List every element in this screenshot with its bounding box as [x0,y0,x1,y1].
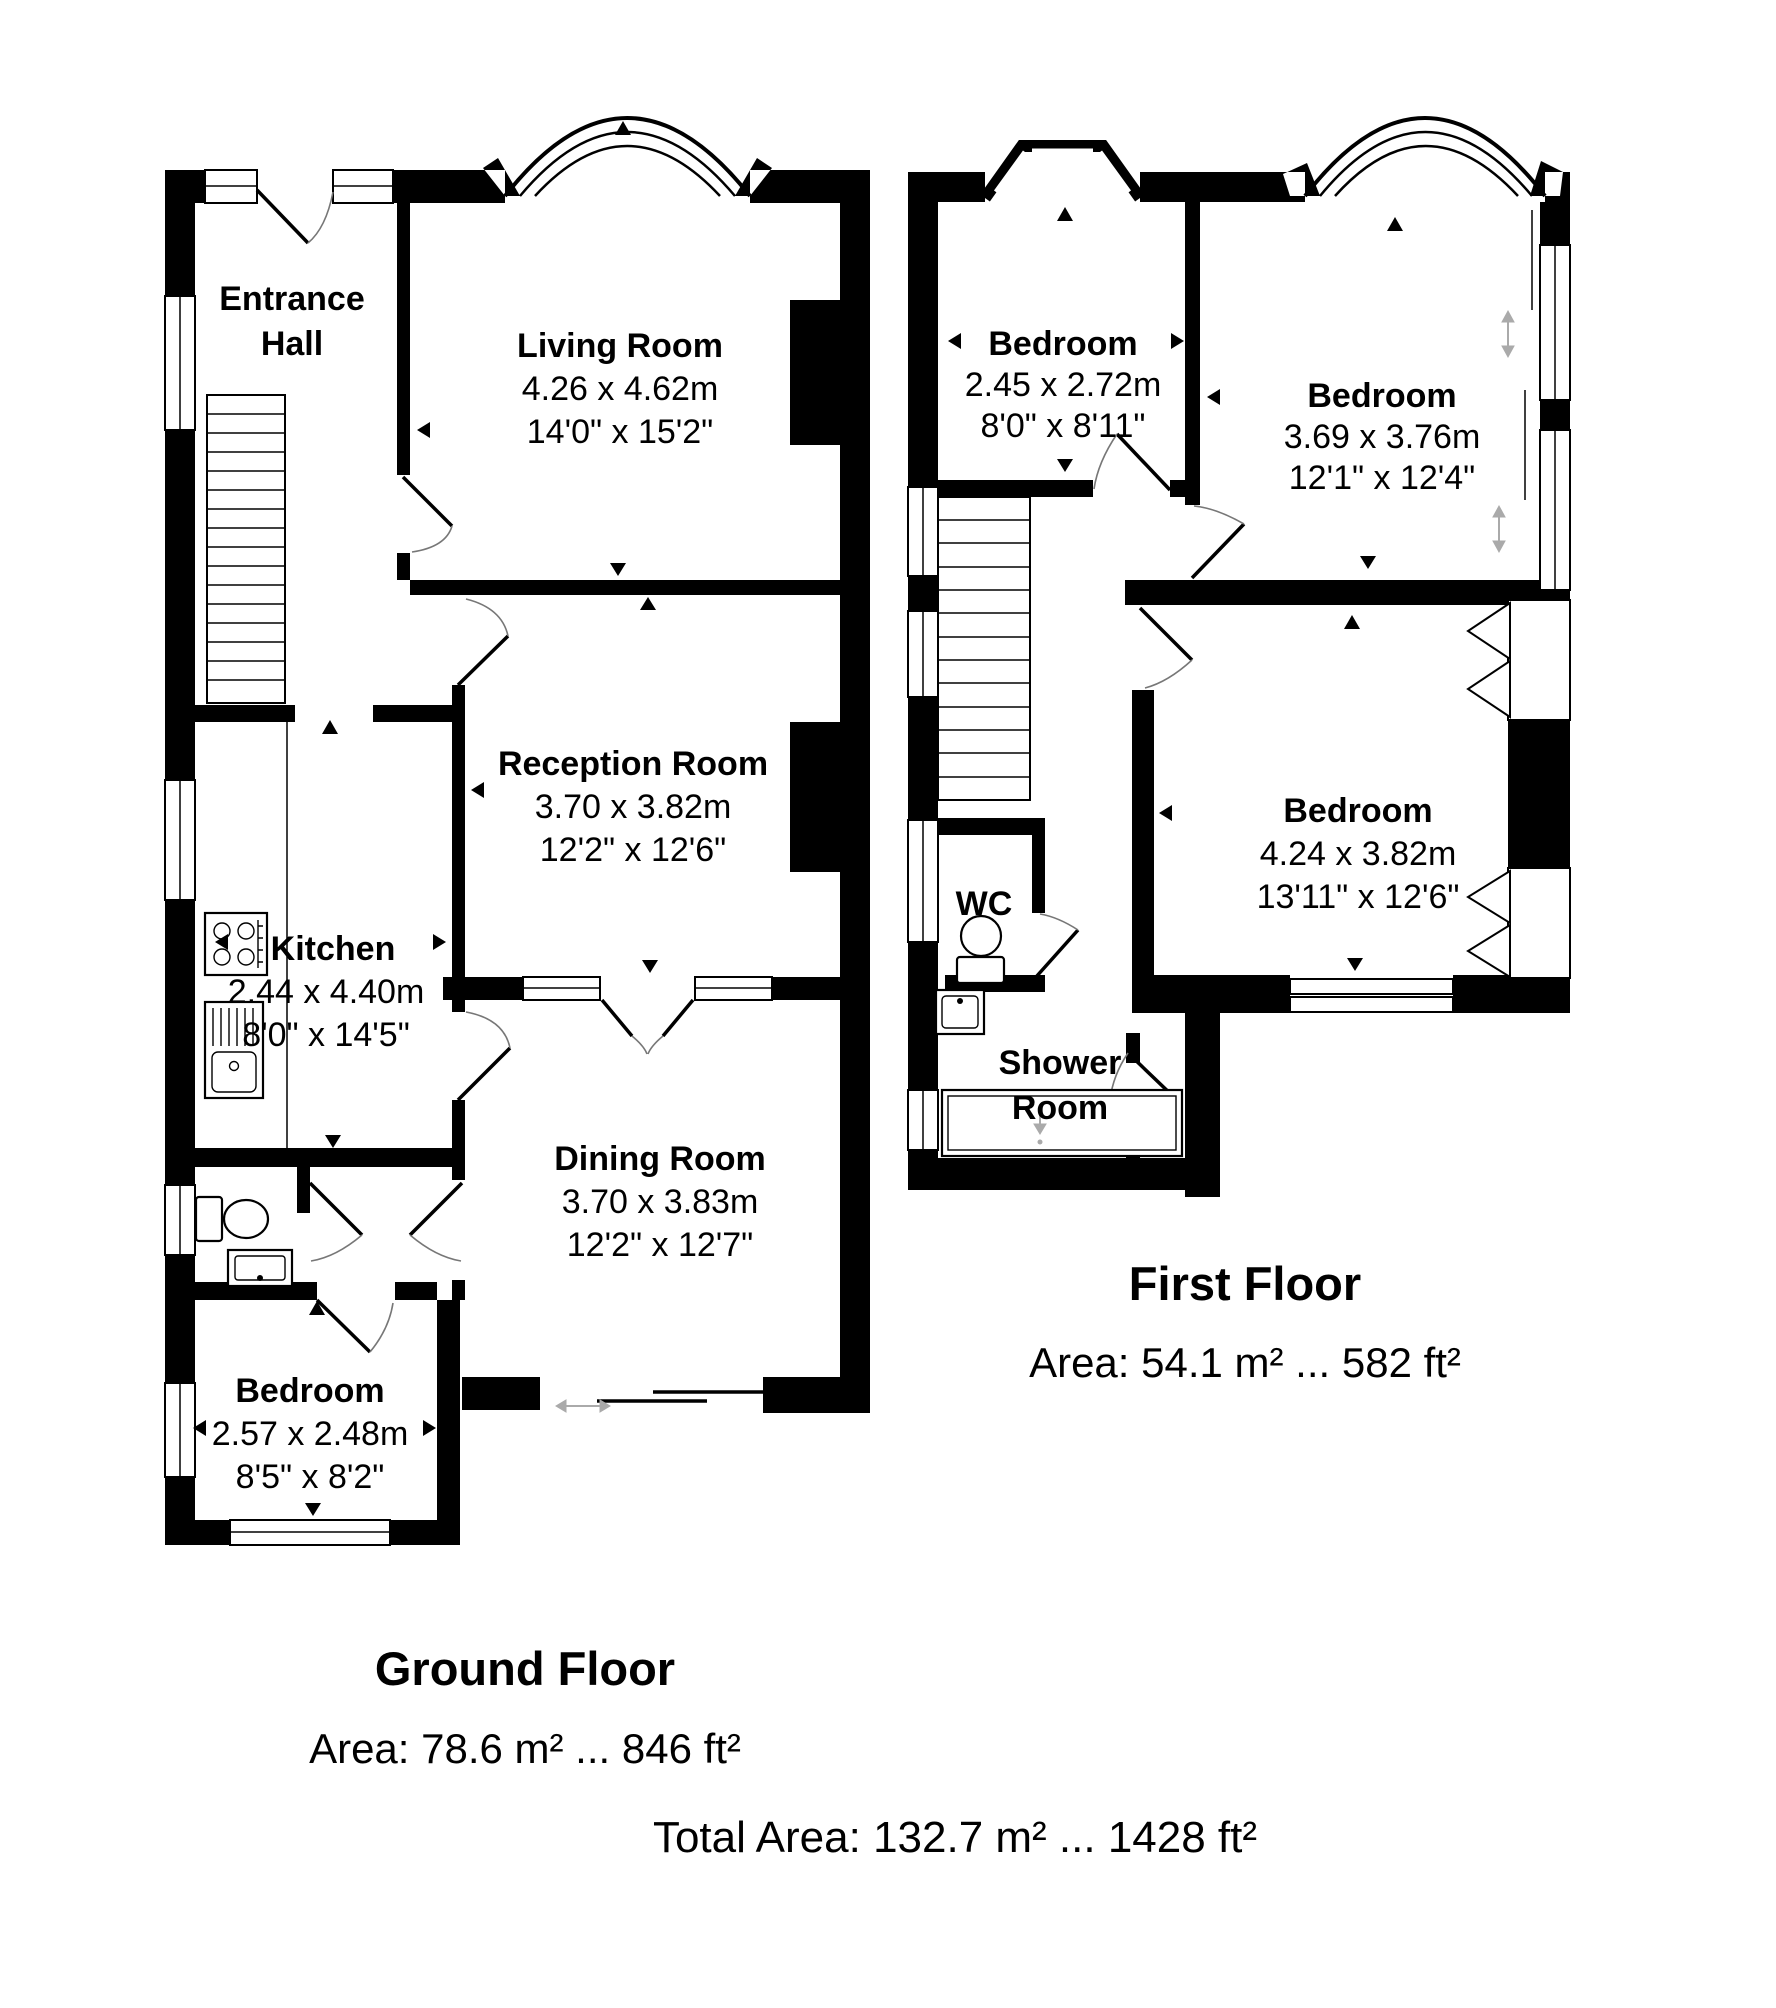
door-leaf [1192,524,1244,578]
room-dim-metric: 4.26 x 4.62m [521,370,719,408]
drain [257,1275,263,1281]
room-shower [999,1044,1122,1127]
sash-pane-lines [1525,210,1532,500]
room-dining [554,1140,766,1264]
door-swing-arc [410,1235,461,1261]
door-leaf [257,190,308,243]
stove-icon [205,913,267,975]
drain-dot [1038,1140,1043,1145]
first-floor-plan [908,118,1570,1386]
room-title: Bedroom [235,1372,385,1410]
ground-floor-plan [165,118,870,1772]
room-title: Shower [998,1044,1122,1082]
wardrobe-box [1508,868,1570,978]
room-dim-metric: 2.57 x 2.48m [211,1415,409,1453]
floor-label: First Floor [1128,1257,1362,1310]
room-title: Reception Room [497,745,769,783]
room-title: Room [1011,1089,1109,1127]
room-title: Dining Room [554,1140,766,1178]
room-bedroom-small [965,325,1162,445]
room-title: Living Room [517,327,723,365]
room-entrance-hall [219,280,365,363]
door-swing-arc [632,1036,663,1054]
door-leaf [458,1048,510,1100]
room-dim-metric: 2.45 x 2.72m [964,366,1162,404]
door-swing-arc [466,599,508,636]
bedroom-back-window [1290,979,1453,1012]
stair-outline [207,395,285,703]
room-dim-metric: 4.24 x 3.82m [1259,835,1457,873]
washbasin-icon [228,1250,292,1286]
interior-doors [310,477,510,1352]
slider-arrow-icon [1502,311,1514,357]
room-dim-imperial: 12'2" x 12'6" [539,831,727,869]
first-floor-caption [1029,1257,1461,1386]
total-area-label: Total Area: 132.7 m² ... 1428 ft² [652,1813,1258,1862]
entrance-windows [205,170,393,203]
arch-inner [535,146,720,196]
room-dim-imperial: 12'2" x 12'7" [566,1226,754,1264]
canted-bay-window [985,146,1140,198]
ground-walls [165,158,870,1545]
door-swing-arc [1145,660,1192,688]
arch-mid [1320,132,1532,196]
cistern [957,957,1004,983]
wardrobe-doors [1468,871,1510,977]
staircase [938,497,1030,800]
door-leaf [602,1000,693,1036]
floor-area: Area: 54.1 m² ... 582 ft² [1029,1339,1461,1386]
slider-arrow-icon [1493,506,1505,552]
room-dim-metric: 3.70 x 3.83m [561,1183,759,1221]
room-title: Bedroom [1283,792,1433,830]
slider-panels [597,1392,763,1401]
room-title: Bedroom [1307,377,1457,415]
sash-windows [1493,210,1570,590]
room-dim-imperial: 14'0" x 15'2" [526,413,714,451]
door-leaf [403,477,452,526]
room-title: Entrance [219,280,365,318]
entrance-door [257,190,333,243]
sliding-door [556,1392,763,1412]
door-swing-arc [412,526,452,552]
wardrobe-icon [1468,868,1570,978]
window [1290,979,1453,994]
room-title-wc: WC [955,885,1013,923]
room-living [517,327,723,451]
wardrobe-icon [1468,600,1570,720]
room-title: Hall [260,325,324,363]
door-swing-arc [308,192,333,243]
room-bedroom-ground [212,1372,409,1496]
door-swing-arc [1040,914,1078,930]
staircase [207,395,285,703]
wardrobe-box [1508,600,1570,720]
door-leaf [310,1183,362,1235]
bay-window-arch [1305,118,1545,196]
door-swing-arc [466,1012,510,1048]
wardrobe-doors [1468,603,1510,717]
room-dim-imperial: 8'5" x 8'2" [235,1458,385,1496]
room-title: Kitchen [270,930,396,968]
room-bedroom-front [1284,377,1481,497]
floor-area: Area: 78.6 m² ... 846 ft² [309,1725,741,1772]
tap [957,998,963,1004]
room-dim-imperial: 8'0" x 14'5" [242,1016,410,1054]
ground-floor-caption [309,1642,741,1772]
toilet-icon [196,1197,268,1241]
door-leaf [458,636,508,685]
door-leaf [317,1300,370,1352]
arch-mid [520,132,735,196]
washbasin-icon [936,990,984,1034]
toilet-icon [957,916,1004,983]
bedroom-window [230,1520,390,1545]
room-bedroom-back [1257,792,1460,916]
cistern [196,1197,222,1241]
floor-label: Ground Floor [374,1642,676,1695]
room-dim-imperial: 12'1" x 12'4" [1288,459,1476,497]
door-leaf [1036,930,1078,977]
french-doors [523,977,772,1054]
room-title: Bedroom [988,325,1138,363]
window [1290,997,1453,1012]
door-leaf [410,1183,462,1235]
room-dim-metric: 3.69 x 3.76m [1283,418,1481,456]
room-dim-imperial: 8'0" x 8'11" [980,407,1146,445]
door-swing-arc [1194,506,1244,524]
door-swing-arc [311,1235,362,1261]
door-swing-arc [370,1303,393,1352]
room-dim-imperial: 13'11" x 12'6" [1256,878,1460,916]
bowl [224,1200,268,1238]
arch-outer [1305,118,1545,196]
room-reception [498,745,768,869]
room-dim-metric: 2.44 x 4.40m [227,973,425,1011]
door-leaf [1140,608,1192,660]
room-dim-metric: 3.70 x 3.82m [534,788,732,826]
